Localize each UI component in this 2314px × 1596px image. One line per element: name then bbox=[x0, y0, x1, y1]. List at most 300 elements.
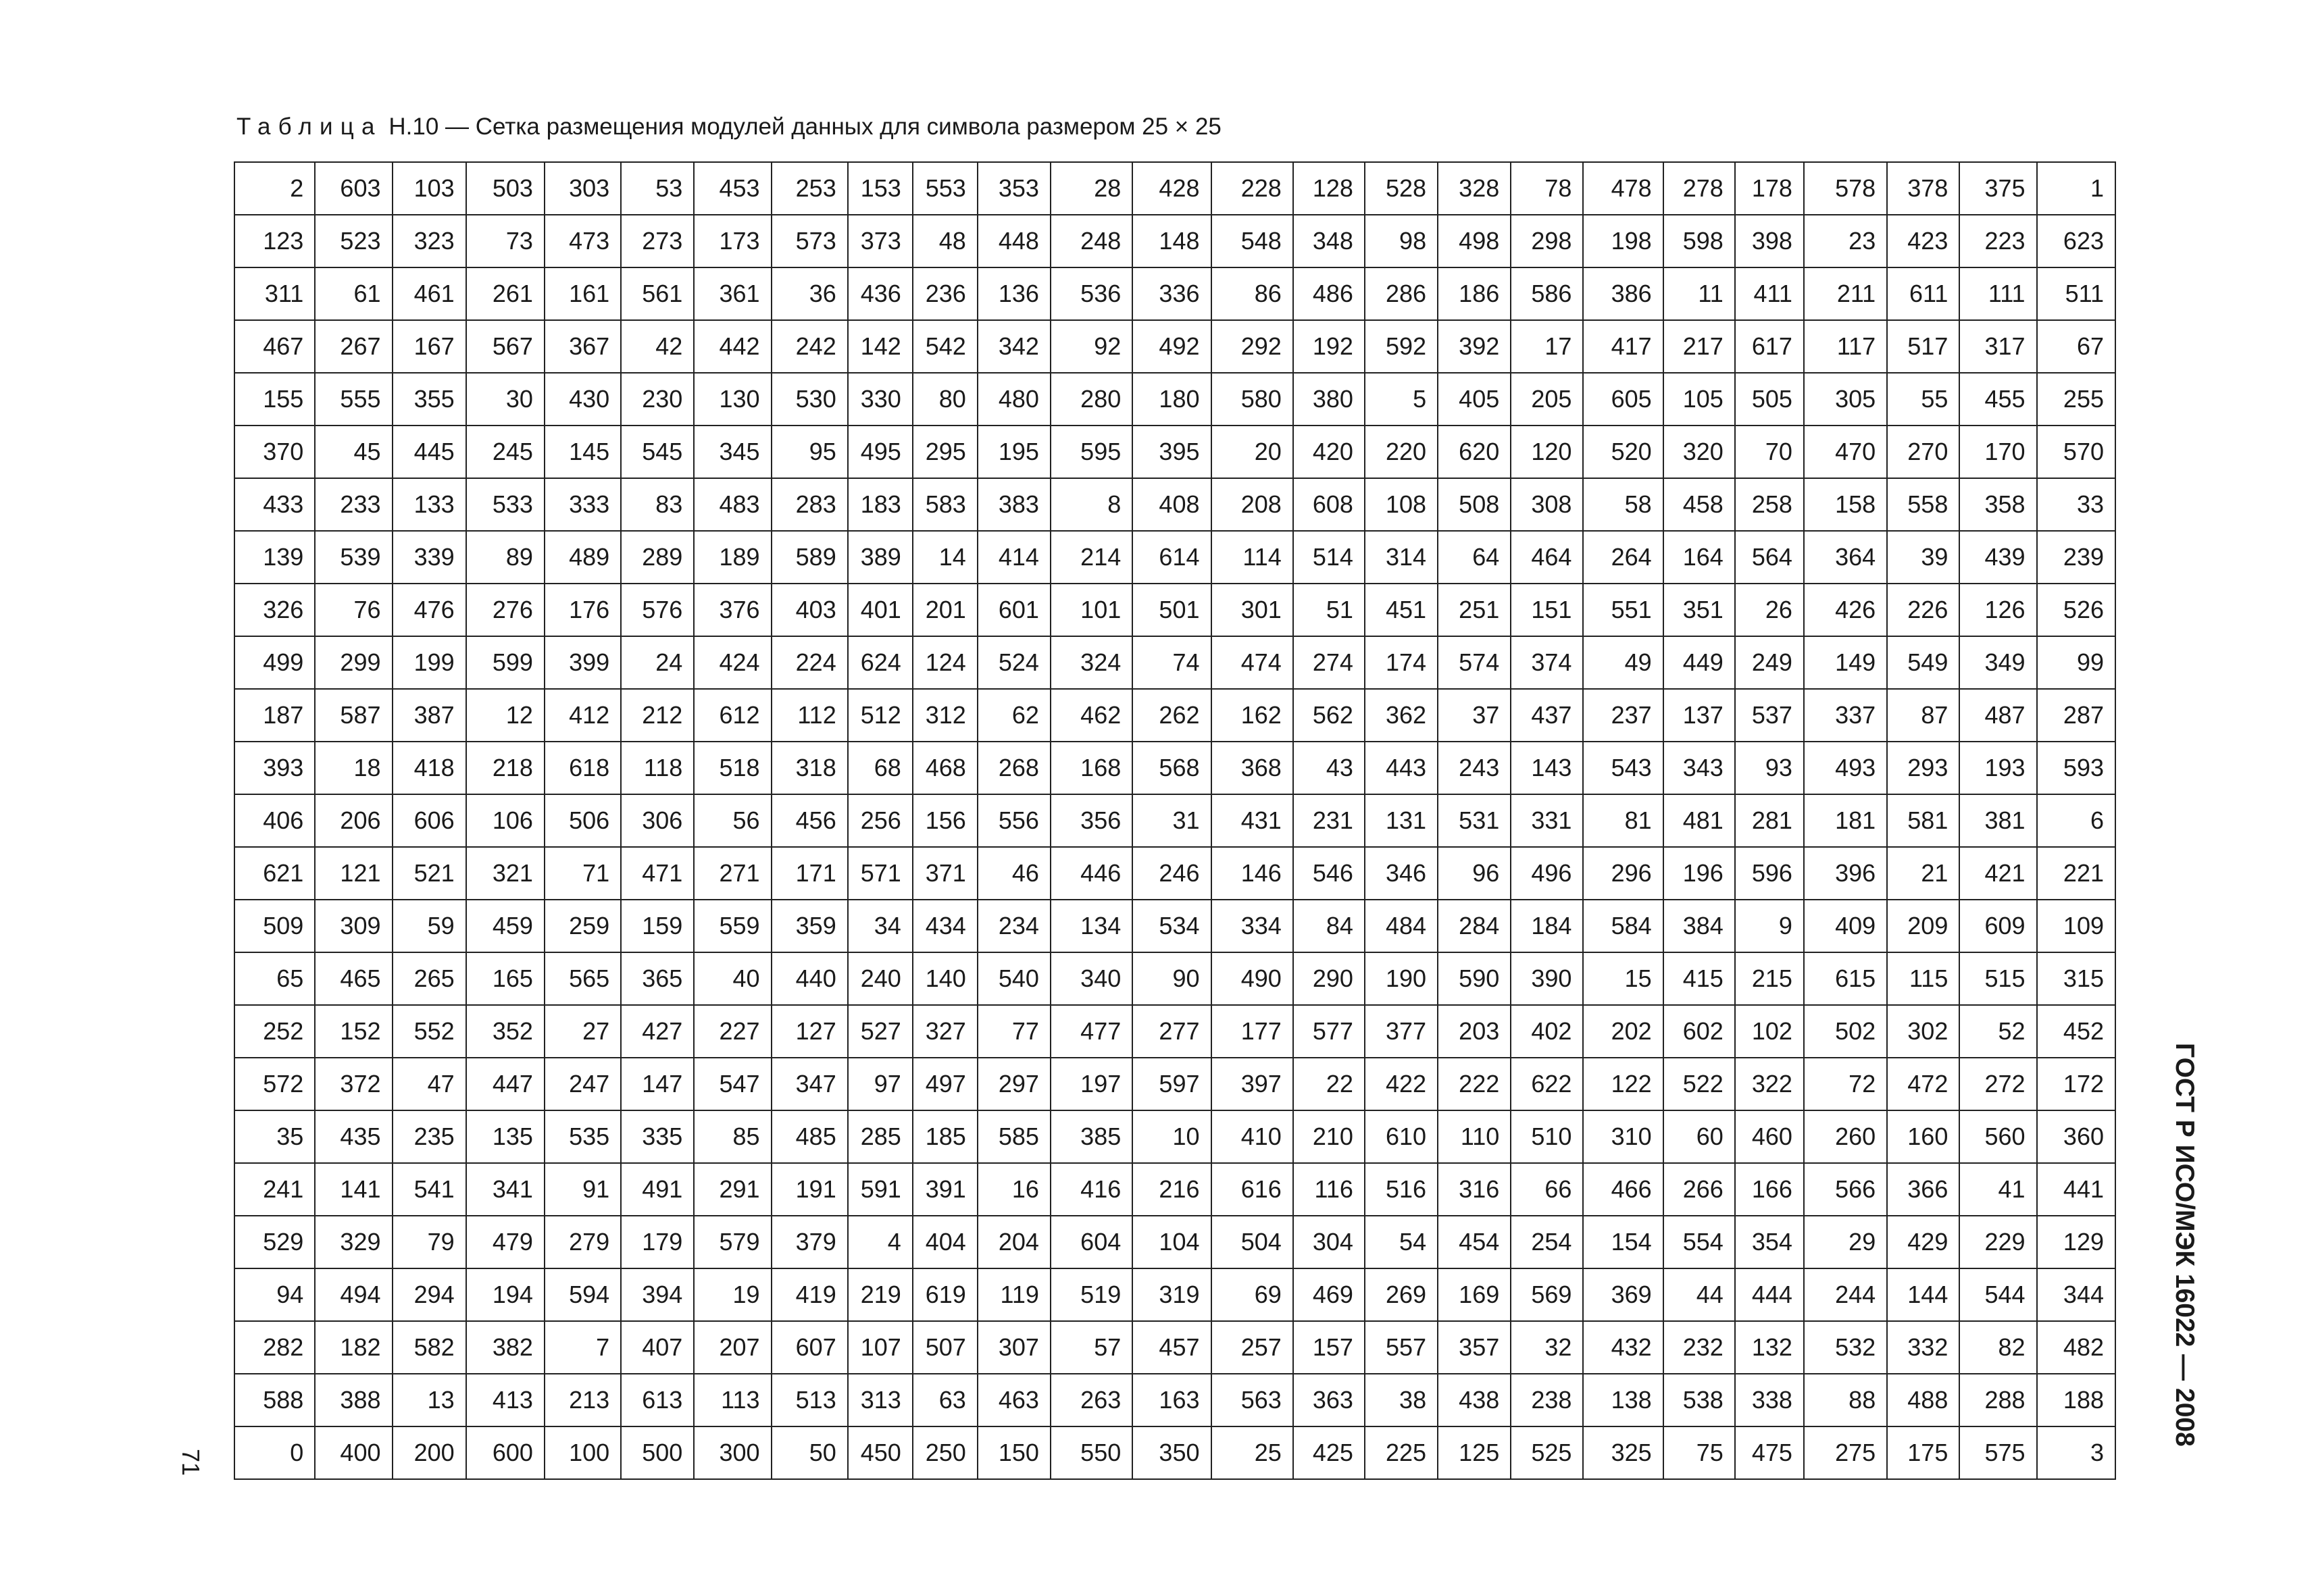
table-cell: 517 bbox=[1887, 320, 1959, 373]
table-cell: 525 bbox=[1511, 1426, 1583, 1479]
table-cell: 487 bbox=[1959, 689, 2036, 742]
table-cell: 155 bbox=[234, 373, 315, 426]
table-cell: 615 bbox=[1804, 952, 1887, 1005]
table-cell: 258 bbox=[1735, 478, 1804, 531]
table-row bbox=[234, 215, 2115, 267]
table-cell: 299 bbox=[315, 636, 392, 689]
table-cell: 79 bbox=[393, 1216, 466, 1268]
table-cell: 552 bbox=[393, 1005, 466, 1058]
table-cell: 212 bbox=[621, 689, 694, 742]
table-cell: 596 bbox=[1735, 847, 1804, 900]
table-cell: 186 bbox=[1438, 267, 1511, 320]
table-cell: 534 bbox=[1132, 900, 1211, 952]
table-cell: 42 bbox=[621, 320, 694, 373]
table-cell: 220 bbox=[1365, 426, 1438, 478]
table-cell: 295 bbox=[913, 426, 978, 478]
table-cell: 617 bbox=[1735, 320, 1804, 373]
table-cell: 530 bbox=[772, 373, 848, 426]
table-cell: 253 bbox=[772, 162, 848, 215]
table-cell: 494 bbox=[315, 1268, 392, 1321]
table-cell: 575 bbox=[1959, 1426, 2036, 1479]
table-cell: 344 bbox=[2037, 1268, 2115, 1321]
table-row bbox=[234, 267, 2115, 320]
table-cell: 150 bbox=[978, 1426, 1051, 1479]
table-cell: 609 bbox=[1959, 900, 2036, 952]
table-cell: 140 bbox=[913, 952, 978, 1005]
table-cell: 567 bbox=[466, 320, 545, 373]
table-cell: 355 bbox=[393, 373, 466, 426]
table-cell: 196 bbox=[1663, 847, 1735, 900]
table-cell: 202 bbox=[1583, 1005, 1663, 1058]
table-cell: 603 bbox=[315, 162, 392, 215]
table-cell: 307 bbox=[978, 1321, 1051, 1374]
table-cell: 132 bbox=[1735, 1321, 1804, 1374]
table-row bbox=[234, 952, 2115, 1005]
table-cell: 474 bbox=[1211, 636, 1293, 689]
table-cell: 73 bbox=[466, 215, 545, 267]
table-cell: 259 bbox=[545, 900, 621, 952]
table-cell: 555 bbox=[315, 373, 392, 426]
table-cell: 537 bbox=[1735, 689, 1804, 742]
table-cell: 585 bbox=[978, 1110, 1051, 1163]
table-cell: 370 bbox=[234, 426, 315, 478]
table-cell: 102 bbox=[1735, 1005, 1804, 1058]
table-cell: 400 bbox=[315, 1426, 392, 1479]
table-cell: 159 bbox=[621, 900, 694, 952]
table-cell: 170 bbox=[1959, 426, 2036, 478]
table-cell: 12 bbox=[466, 689, 545, 742]
table-cell: 200 bbox=[393, 1426, 466, 1479]
table-cell: 383 bbox=[978, 478, 1051, 531]
table-row bbox=[234, 320, 2115, 373]
table-cell: 458 bbox=[1663, 478, 1735, 531]
table-cell: 380 bbox=[1293, 373, 1365, 426]
table-cell: 593 bbox=[2037, 742, 2115, 794]
table-cell: 266 bbox=[1663, 1163, 1735, 1216]
table-cell: 41 bbox=[1959, 1163, 2036, 1216]
table-cell: 582 bbox=[393, 1321, 466, 1374]
table-cell: 597 bbox=[1132, 1058, 1211, 1110]
table-cell: 396 bbox=[1804, 847, 1887, 900]
table-cell: 365 bbox=[621, 952, 694, 1005]
table-cell: 303 bbox=[545, 162, 621, 215]
table-cell: 157 bbox=[1293, 1321, 1365, 1374]
table-cell: 479 bbox=[466, 1216, 545, 1268]
table-cell: 463 bbox=[978, 1374, 1051, 1426]
table-cell: 528 bbox=[1365, 162, 1438, 215]
table-cell: 105 bbox=[1663, 373, 1735, 426]
table-cell: 469 bbox=[1293, 1268, 1365, 1321]
table-cell: 536 bbox=[1051, 267, 1132, 320]
table-cell: 306 bbox=[621, 794, 694, 847]
table-cell: 589 bbox=[772, 531, 848, 584]
table-cell: 542 bbox=[913, 320, 978, 373]
table-cell: 509 bbox=[234, 900, 315, 952]
table-cell: 572 bbox=[234, 1058, 315, 1110]
table-cell: 23 bbox=[1804, 215, 1887, 267]
table-cell: 111 bbox=[1959, 267, 2036, 320]
table-cell: 561 bbox=[621, 267, 694, 320]
table-cell: 342 bbox=[978, 320, 1051, 373]
table-cell: 411 bbox=[1735, 267, 1804, 320]
table-cell: 418 bbox=[393, 742, 466, 794]
table-cell: 412 bbox=[545, 689, 621, 742]
table-cell: 549 bbox=[1887, 636, 1959, 689]
table-cell: 624 bbox=[848, 636, 913, 689]
table-cell: 468 bbox=[913, 742, 978, 794]
table-cell: 482 bbox=[2037, 1321, 2115, 1374]
table-cell: 456 bbox=[772, 794, 848, 847]
table-cell: 531 bbox=[1438, 794, 1511, 847]
table-cell: 175 bbox=[1887, 1426, 1959, 1479]
table-row bbox=[234, 1110, 2115, 1163]
table-cell: 401 bbox=[848, 584, 913, 636]
table-cell: 2 bbox=[234, 162, 315, 215]
table-cell: 118 bbox=[621, 742, 694, 794]
table-cell: 252 bbox=[234, 1005, 315, 1058]
table-cell: 262 bbox=[1132, 689, 1211, 742]
table-cell: 505 bbox=[1735, 373, 1804, 426]
table-cell: 1 bbox=[2037, 162, 2115, 215]
table-cell: 457 bbox=[1132, 1321, 1211, 1374]
table-cell: 133 bbox=[393, 478, 466, 531]
table-cell: 612 bbox=[694, 689, 771, 742]
table-row bbox=[234, 900, 2115, 952]
table-row bbox=[234, 689, 2115, 742]
table-cell: 498 bbox=[1438, 215, 1511, 267]
table-cell: 241 bbox=[234, 1163, 315, 1216]
table-cell: 272 bbox=[1959, 1058, 2036, 1110]
table-cell: 273 bbox=[621, 215, 694, 267]
table-cell: 146 bbox=[1211, 847, 1293, 900]
table-cell: 246 bbox=[1132, 847, 1211, 900]
table-row bbox=[234, 1163, 2115, 1216]
table-cell: 375 bbox=[1959, 162, 2036, 215]
table-cell: 491 bbox=[621, 1163, 694, 1216]
table-cell: 35 bbox=[234, 1110, 315, 1163]
table-cell: 223 bbox=[1959, 215, 2036, 267]
table-cell: 466 bbox=[1583, 1163, 1663, 1216]
table-cell: 101 bbox=[1051, 584, 1132, 636]
table-cell: 459 bbox=[466, 900, 545, 952]
table-cell: 350 bbox=[1132, 1426, 1211, 1479]
table-cell: 586 bbox=[1511, 267, 1583, 320]
table-cell: 32 bbox=[1511, 1321, 1583, 1374]
table-cell: 80 bbox=[913, 373, 978, 426]
table-cell: 45 bbox=[315, 426, 392, 478]
table-cell: 475 bbox=[1735, 1426, 1804, 1479]
table-cell: 363 bbox=[1293, 1374, 1365, 1426]
table-cell: 493 bbox=[1804, 742, 1887, 794]
table-cell: 92 bbox=[1051, 320, 1132, 373]
table-cell: 56 bbox=[694, 794, 771, 847]
table-cell: 619 bbox=[913, 1268, 978, 1321]
table-cell: 31 bbox=[1132, 794, 1211, 847]
table-cell: 74 bbox=[1132, 636, 1211, 689]
table-cell: 541 bbox=[393, 1163, 466, 1216]
table-row bbox=[234, 1005, 2115, 1058]
table-cell: 523 bbox=[315, 215, 392, 267]
table-cell: 19 bbox=[694, 1268, 771, 1321]
table-cell: 85 bbox=[694, 1110, 771, 1163]
table-cell: 104 bbox=[1132, 1216, 1211, 1268]
table-cell: 141 bbox=[315, 1163, 392, 1216]
table-cell: 277 bbox=[1132, 1005, 1211, 1058]
table-cell: 445 bbox=[393, 426, 466, 478]
table-cell: 460 bbox=[1735, 1110, 1804, 1163]
table-cell: 166 bbox=[1735, 1163, 1804, 1216]
table-cell: 106 bbox=[466, 794, 545, 847]
table-cell: 314 bbox=[1365, 531, 1438, 584]
table-cell: 207 bbox=[694, 1321, 771, 1374]
table-cell: 317 bbox=[1959, 320, 2036, 373]
table-cell: 297 bbox=[978, 1058, 1051, 1110]
table-cell: 548 bbox=[1211, 215, 1293, 267]
table-cell: 62 bbox=[978, 689, 1051, 742]
table-cell: 237 bbox=[1583, 689, 1663, 742]
table-cell: 114 bbox=[1211, 531, 1293, 584]
table-cell: 581 bbox=[1887, 794, 1959, 847]
table-cell: 176 bbox=[545, 584, 621, 636]
table-cell: 143 bbox=[1511, 742, 1583, 794]
table-cell: 533 bbox=[466, 478, 545, 531]
table-cell: 108 bbox=[1365, 478, 1438, 531]
table-cell: 36 bbox=[772, 267, 848, 320]
table-cell: 376 bbox=[694, 584, 771, 636]
table-cell: 577 bbox=[1293, 1005, 1365, 1058]
table-cell: 165 bbox=[466, 952, 545, 1005]
table-cell: 353 bbox=[978, 162, 1051, 215]
table-cell: 195 bbox=[978, 426, 1051, 478]
table-cell: 189 bbox=[694, 531, 771, 584]
table-cell: 100 bbox=[545, 1426, 621, 1479]
table-cell: 330 bbox=[848, 373, 913, 426]
table-cell: 10 bbox=[1132, 1110, 1211, 1163]
table-cell: 410 bbox=[1211, 1110, 1293, 1163]
table-cell: 511 bbox=[2037, 267, 2115, 320]
table-cell: 26 bbox=[1735, 584, 1804, 636]
table-cell: 591 bbox=[848, 1163, 913, 1216]
table-cell: 21 bbox=[1887, 847, 1959, 900]
table-cell: 97 bbox=[848, 1058, 913, 1110]
table-cell: 294 bbox=[393, 1268, 466, 1321]
table-cell: 28 bbox=[1051, 162, 1132, 215]
table-cell: 345 bbox=[694, 426, 771, 478]
table-cell: 16 bbox=[978, 1163, 1051, 1216]
table-cell: 125 bbox=[1438, 1426, 1511, 1479]
table-cell: 434 bbox=[913, 900, 978, 952]
table-cell: 496 bbox=[1511, 847, 1583, 900]
table-cell: 391 bbox=[913, 1163, 978, 1216]
table-cell: 384 bbox=[1663, 900, 1735, 952]
table-cell: 506 bbox=[545, 794, 621, 847]
table-cell: 578 bbox=[1804, 162, 1887, 215]
document-standard-title: ГОСТ Р ИСО/МЭК 16022 — 2008 bbox=[2170, 1043, 2199, 1447]
table-cell: 76 bbox=[315, 584, 392, 636]
table-cell: 476 bbox=[393, 584, 466, 636]
table-cell: 489 bbox=[545, 531, 621, 584]
table-cell: 18 bbox=[315, 742, 392, 794]
table-cell: 51 bbox=[1293, 584, 1365, 636]
table-cell: 78 bbox=[1511, 162, 1583, 215]
table-cell: 191 bbox=[772, 1163, 848, 1216]
table-cell: 24 bbox=[621, 636, 694, 689]
table-cell: 177 bbox=[1211, 1005, 1293, 1058]
table-cell: 608 bbox=[1293, 478, 1365, 531]
table-cell: 453 bbox=[694, 162, 771, 215]
table-cell: 160 bbox=[1887, 1110, 1959, 1163]
table-cell: 11 bbox=[1663, 267, 1735, 320]
table-cell: 213 bbox=[545, 1374, 621, 1426]
table-cell: 324 bbox=[1051, 636, 1132, 689]
table-cell: 415 bbox=[1663, 952, 1735, 1005]
table-cell: 360 bbox=[2037, 1110, 2115, 1163]
table-cell: 378 bbox=[1887, 162, 1959, 215]
table-cell: 341 bbox=[466, 1163, 545, 1216]
table-cell: 167 bbox=[393, 320, 466, 373]
table-cell: 373 bbox=[848, 215, 913, 267]
table-cell: 98 bbox=[1365, 215, 1438, 267]
table-cell: 172 bbox=[2037, 1058, 2115, 1110]
table-cell: 449 bbox=[1663, 636, 1735, 689]
table-cell: 250 bbox=[913, 1426, 978, 1479]
table-cell: 190 bbox=[1365, 952, 1438, 1005]
table-cell: 281 bbox=[1735, 794, 1804, 847]
table-cell: 371 bbox=[913, 847, 978, 900]
table-cell: 17 bbox=[1511, 320, 1583, 373]
table-cell: 90 bbox=[1132, 952, 1211, 1005]
table-cell: 226 bbox=[1887, 584, 1959, 636]
table-cell: 30 bbox=[466, 373, 545, 426]
table-cell: 513 bbox=[772, 1374, 848, 1426]
table-cell: 392 bbox=[1438, 320, 1511, 373]
table-cell: 327 bbox=[913, 1005, 978, 1058]
table-cell: 480 bbox=[978, 373, 1051, 426]
table-cell: 393 bbox=[234, 742, 315, 794]
table-cell: 164 bbox=[1663, 531, 1735, 584]
table-cell: 22 bbox=[1293, 1058, 1365, 1110]
table-cell: 339 bbox=[393, 531, 466, 584]
table-cell: 124 bbox=[913, 636, 978, 689]
table-cell: 171 bbox=[772, 847, 848, 900]
table-cell: 326 bbox=[234, 584, 315, 636]
table-cell: 325 bbox=[1583, 1426, 1663, 1479]
table-cell: 247 bbox=[545, 1058, 621, 1110]
table-cell: 33 bbox=[2037, 478, 2115, 531]
table-cell: 349 bbox=[1959, 636, 2036, 689]
table-cell: 461 bbox=[393, 267, 466, 320]
table-cell: 61 bbox=[315, 267, 392, 320]
table-row bbox=[234, 742, 2115, 794]
table-cell: 424 bbox=[694, 636, 771, 689]
table-cell: 198 bbox=[1583, 215, 1663, 267]
table-cell: 260 bbox=[1804, 1110, 1887, 1163]
table-cell: 587 bbox=[315, 689, 392, 742]
table-cell: 60 bbox=[1663, 1110, 1735, 1163]
table-cell: 600 bbox=[466, 1426, 545, 1479]
table-cell: 465 bbox=[315, 952, 392, 1005]
table-cell: 367 bbox=[545, 320, 621, 373]
table-row bbox=[234, 478, 2115, 531]
table-cell: 358 bbox=[1959, 478, 2036, 531]
table-cell: 154 bbox=[1583, 1216, 1663, 1268]
table-cell: 319 bbox=[1132, 1268, 1211, 1321]
table-cell: 296 bbox=[1583, 847, 1663, 900]
table-cell: 269 bbox=[1365, 1268, 1438, 1321]
table-cell: 323 bbox=[393, 215, 466, 267]
table-cell: 233 bbox=[315, 478, 392, 531]
table-cell: 599 bbox=[466, 636, 545, 689]
table-cell: 20 bbox=[1211, 426, 1293, 478]
table-cell: 3 bbox=[2037, 1426, 2115, 1479]
table-cell: 261 bbox=[466, 267, 545, 320]
table-cell: 420 bbox=[1293, 426, 1365, 478]
table-cell: 347 bbox=[772, 1058, 848, 1110]
table-cell: 467 bbox=[234, 320, 315, 373]
table-cell: 40 bbox=[694, 952, 771, 1005]
table-cell: 5 bbox=[1365, 373, 1438, 426]
table-cell: 50 bbox=[772, 1426, 848, 1479]
table-cell: 179 bbox=[621, 1216, 694, 1268]
table-cell: 174 bbox=[1365, 636, 1438, 689]
table-cell: 407 bbox=[621, 1321, 694, 1374]
table-cell: 182 bbox=[315, 1321, 392, 1374]
table-cell: 398 bbox=[1735, 215, 1804, 267]
table-cell: 334 bbox=[1211, 900, 1293, 952]
table-cell: 34 bbox=[848, 900, 913, 952]
table-cell: 304 bbox=[1293, 1216, 1365, 1268]
table-cell: 606 bbox=[393, 794, 466, 847]
table-row bbox=[234, 1216, 2115, 1268]
table-cell: 187 bbox=[234, 689, 315, 742]
table-cell: 109 bbox=[2037, 900, 2115, 952]
table-cell: 336 bbox=[1132, 267, 1211, 320]
table-cell: 538 bbox=[1663, 1374, 1735, 1426]
table-cell: 169 bbox=[1438, 1268, 1511, 1321]
table-cell: 332 bbox=[1887, 1321, 1959, 1374]
table-cell: 58 bbox=[1583, 478, 1663, 531]
table-cell: 559 bbox=[694, 900, 771, 952]
table-cell: 222 bbox=[1438, 1058, 1511, 1110]
table-cell: 565 bbox=[545, 952, 621, 1005]
table-cell: 0 bbox=[234, 1426, 315, 1479]
table-cell: 249 bbox=[1735, 636, 1804, 689]
table-cell: 444 bbox=[1735, 1268, 1804, 1321]
table-cell: 37 bbox=[1438, 689, 1511, 742]
table-cell: 521 bbox=[393, 847, 466, 900]
table-row bbox=[234, 162, 2115, 215]
table-cell: 99 bbox=[2037, 636, 2115, 689]
table-cell: 372 bbox=[315, 1058, 392, 1110]
table-cell: 199 bbox=[393, 636, 466, 689]
table-cell: 53 bbox=[621, 162, 694, 215]
table-cell: 343 bbox=[1663, 742, 1735, 794]
table-cell: 514 bbox=[1293, 531, 1365, 584]
table-cell: 248 bbox=[1051, 215, 1132, 267]
table-cell: 447 bbox=[466, 1058, 545, 1110]
table-cell: 532 bbox=[1804, 1321, 1887, 1374]
table-cell: 147 bbox=[621, 1058, 694, 1110]
table-cell: 75 bbox=[1663, 1426, 1735, 1479]
table-cell: 208 bbox=[1211, 478, 1293, 531]
table-cell: 52 bbox=[1959, 1005, 2036, 1058]
table-cell: 149 bbox=[1804, 636, 1887, 689]
table-cell: 429 bbox=[1887, 1216, 1959, 1268]
table-cell: 117 bbox=[1804, 320, 1887, 373]
table-cell: 402 bbox=[1511, 1005, 1583, 1058]
table-cell: 452 bbox=[2037, 1005, 2115, 1058]
table-cell: 507 bbox=[913, 1321, 978, 1374]
